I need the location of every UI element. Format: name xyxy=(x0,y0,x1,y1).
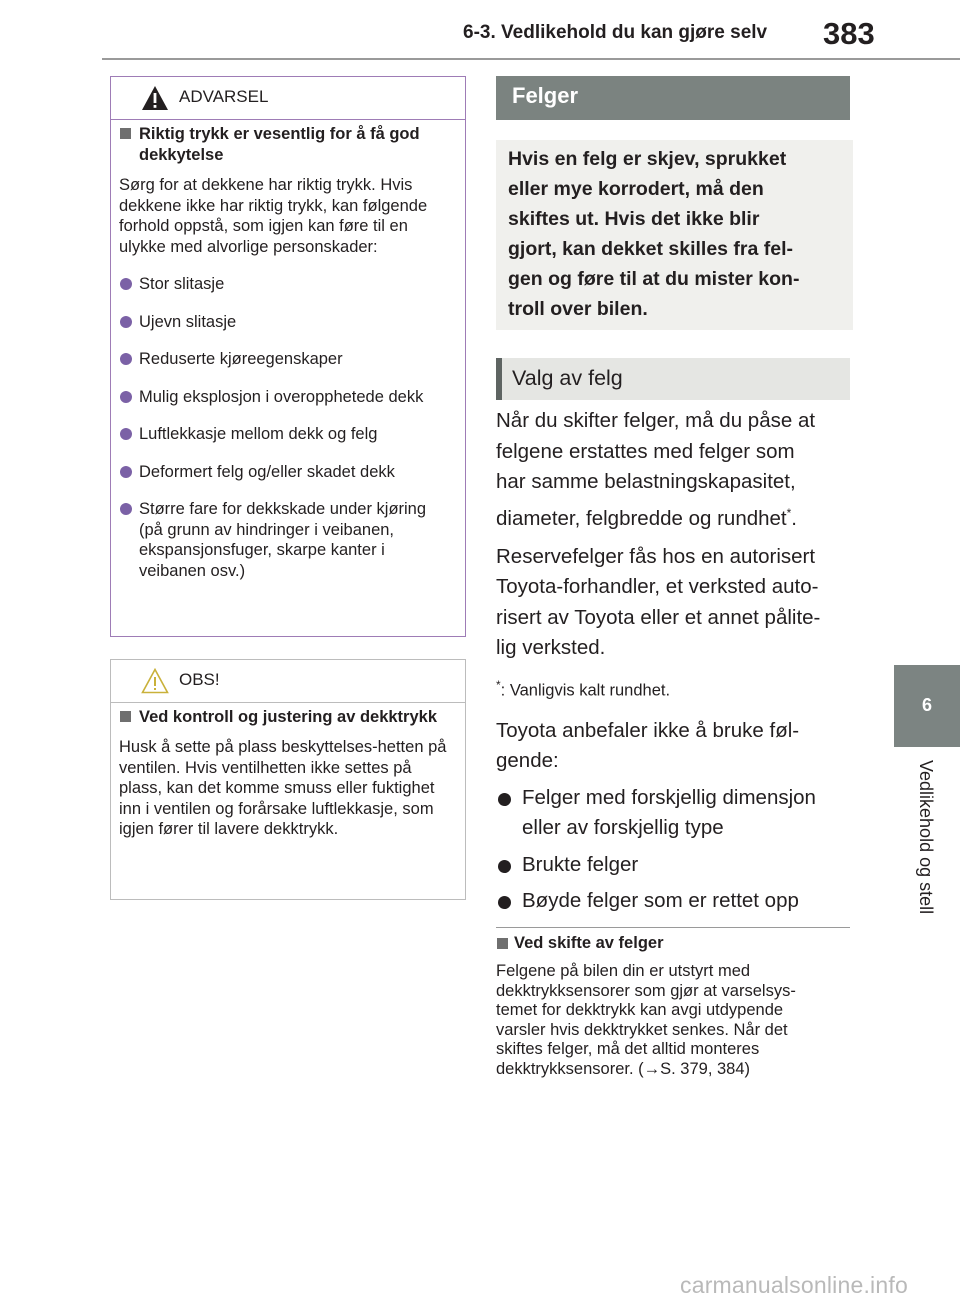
warning-intro: Sørg for at dekkene har riktig trykk. Hvis dekkene ikke har riktig trykk, kan følgende forhold oppstå, som igjen kan føre til en ulykke med alvorlige personskader: xyxy=(119,176,428,256)
warning-icon xyxy=(141,85,169,111)
footnote: *: Vanligvis kalt rundhet. xyxy=(496,677,671,700)
chapter-tab xyxy=(894,665,960,747)
bullet-icon xyxy=(120,391,132,403)
list-item: Deformert felg og/eller skadet dekk xyxy=(119,462,451,483)
bullet-icon xyxy=(120,503,132,515)
paragraph-line: Når du skifter felger, må du påse at xyxy=(496,409,816,432)
paragraph-line: Toyota anbefaler ikke å bruke føl- xyxy=(496,718,800,742)
warning-heading: Riktig trykk er vesentlig for å få god dekkytelse xyxy=(119,124,451,166)
warning-box-header xyxy=(111,77,465,120)
list-item: Stor slitasje xyxy=(119,274,451,295)
page-number: 383 xyxy=(823,16,875,51)
list-item: Reduserte kjøreegenskaper xyxy=(119,349,451,370)
square-bullet-icon xyxy=(120,128,131,139)
bullet-icon xyxy=(120,466,132,478)
paragraph-line: diameter, felgbredde og rundhet*. xyxy=(496,505,797,530)
warning-box xyxy=(110,76,466,637)
bullet-icon xyxy=(498,860,511,873)
notice-box-header xyxy=(111,660,465,703)
header-rule xyxy=(102,58,960,60)
paragraph-line: temet for dekktrykk kan avgi utdypende xyxy=(496,1001,784,1019)
footnote-mark: * xyxy=(786,505,792,520)
section-title-bar xyxy=(496,76,850,120)
notice-heading: Ved kontroll og justering av dekktrykk xyxy=(119,707,451,728)
list-item: Luftlekkasje mellom dekk og felg xyxy=(119,424,451,445)
rim-warning-note xyxy=(496,140,853,330)
notice-title: OBS! xyxy=(179,670,220,689)
list-item: Større fare for dekkskade under kjøring (på grunn av hindringer i veibanen, ekspansjonsfuger, skarpe kanter i veibanen osv.) xyxy=(119,499,451,581)
paragraph-line: felgene erstattes med felger som xyxy=(496,439,795,463)
paragraph-line: risert av Toyota eller et annet pålite- xyxy=(496,605,821,629)
list-item: Ujevn slitasje xyxy=(119,312,451,333)
note-line: eller mye korrodert, må den xyxy=(508,178,764,200)
note-line: troll over bilen. xyxy=(508,298,648,320)
list-item: Mulig eksplosjon i overopphetede dekk xyxy=(119,387,451,408)
subsection-body xyxy=(496,406,850,917)
list-item: Brukte felger xyxy=(496,850,850,881)
paragraph-line: skiftes felger, må det alltid monteres xyxy=(496,1040,760,1058)
bullet-icon xyxy=(120,316,132,328)
square-bullet-icon xyxy=(120,711,131,722)
note-line: gen og føre til at du mister kon- xyxy=(508,268,800,290)
paragraph-line: gende: xyxy=(496,749,559,773)
section-title: Felger xyxy=(512,83,579,108)
subsection-title: Valg av felg xyxy=(512,366,623,390)
paragraph-line: Reservefelger fås hos en autorisert xyxy=(496,544,816,568)
watermark: carmanualsonline.info xyxy=(680,1272,908,1298)
bullet-icon xyxy=(120,428,132,440)
subsection-bar-edge xyxy=(496,358,502,400)
section-header: 6-3. Vedlikehold du kan gjøre selv xyxy=(463,22,768,43)
list-item: Felger med forskjellig dimensjon eller av forskjellig type xyxy=(496,783,850,844)
notice-text: Husk å sette på plass beskyttelses-hetten på ventilen. Hvis ventilhetten ikke settes på plass, kan det komme smuss eller fuktighet inn i ventilen og forårsake luftlekkasje, som igjen fører til lavere dekktrykk. xyxy=(119,738,447,838)
bullet-icon xyxy=(498,793,511,806)
paragraph-line: Toyota-forhandler, et verksted auto- xyxy=(496,575,819,599)
paragraph-line: dekktrykksensorer som gjør at varselsys- xyxy=(496,981,796,1000)
notice-box xyxy=(110,659,466,900)
change-rims-text xyxy=(496,962,856,1079)
bullet-icon xyxy=(498,896,511,909)
bullet-icon xyxy=(120,278,132,290)
note-line: skiftes ut. Hvis det ikke blir xyxy=(508,208,760,230)
paragraph-line: dekktrykksensorer. (→S. 379, 384) xyxy=(496,1059,751,1078)
subsection-title-bar xyxy=(496,358,850,400)
paragraph-line: har samme belastningskapasitet, xyxy=(496,470,796,493)
footnote-mark: * xyxy=(496,677,501,692)
divider xyxy=(496,927,850,928)
note-line: Hvis en felg er skjev, sprukket xyxy=(508,148,787,170)
square-bullet-icon xyxy=(497,938,508,949)
bullet-icon xyxy=(120,353,132,365)
change-rims-heading: Ved skifte av felger xyxy=(496,934,664,953)
paragraph-line: lig verksted. xyxy=(496,636,606,660)
chapter-number: 6 xyxy=(921,695,932,715)
paragraph-line: varsler hvis dekktrykket senkes. Når det xyxy=(496,1020,788,1039)
caution-icon xyxy=(141,668,169,694)
paragraph-line: Felgene på bilen din er utstyrt med xyxy=(496,962,751,980)
note-line: gjort, kan dekket skilles fra fel- xyxy=(508,238,794,260)
list-item: Bøyde felger som er rettet opp xyxy=(496,886,850,917)
chapter-label: Vedlikehold og stell xyxy=(916,760,936,915)
warning-title: ADVARSEL xyxy=(179,87,269,106)
